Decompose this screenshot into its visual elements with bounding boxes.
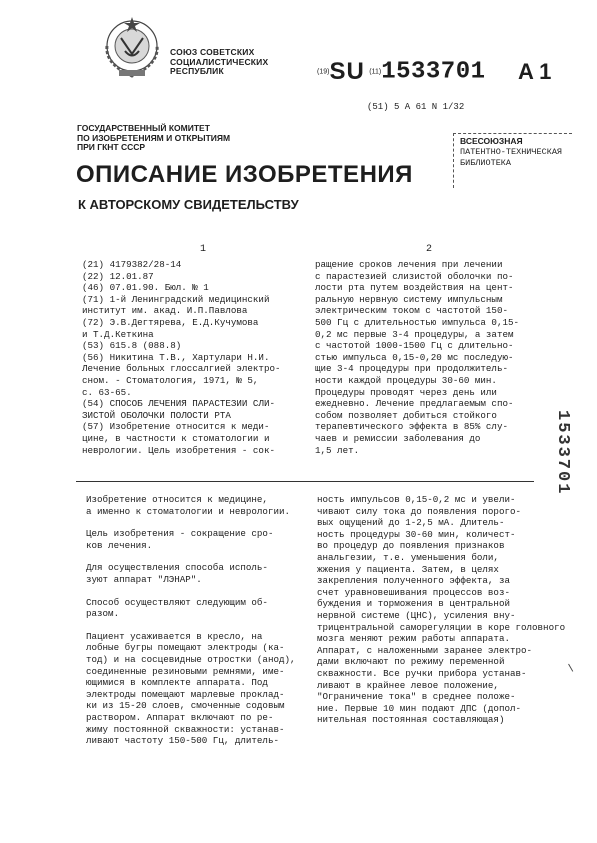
abstract-line: ральную нервную систему импульсным (315, 293, 503, 305)
text-line: Аппарат, с наложенными заранее электро- (317, 644, 533, 656)
issuing-state-block (170, 48, 268, 77)
biblio-line: (71) 1-й Ленинградский медицинский (82, 293, 270, 305)
country-code-label: (19) (317, 68, 330, 76)
abstract-line: ежедневно. Лечение предлагаемым спо- (315, 398, 514, 410)
abstract-line: лости рта путем воздействия на цент- (315, 282, 514, 294)
library-stamp (453, 133, 572, 188)
text-line: чивают силу тока до появления порого- (317, 505, 521, 517)
stamp-line: БИБЛИОТЕКА (460, 158, 512, 168)
abstract-line: чаев и ремиссии заболевания до (315, 432, 481, 444)
text-line: ность процедуры 30-60 мин, количест- (317, 528, 516, 540)
abstract-line: ности каждой процедуры 30-60 мин. (315, 374, 497, 386)
stamp-line: ПАТЕНТНО-ТЕХНИЧЕСКАЯ (460, 147, 563, 157)
biblio-line: (21) 4179382/28-14 (82, 259, 182, 270)
text-line: жжения у пациента. Затем, в целях (317, 563, 499, 575)
text-line: лобные бугры помещают электроды (ка- (86, 642, 285, 654)
document-title: ОПИСАНИЕ ИЗОБРЕТЕНИЯ (76, 161, 413, 188)
text-line: ки из 15-20 слоев, смоченные содовым (86, 700, 285, 712)
text-line: Для осуществления способа исполь- (86, 562, 268, 574)
biblio-line: (57) Изобретение относится к меди- (82, 421, 270, 433)
text-line: ющимися в комплекте аппарата. Под (86, 677, 268, 689)
text-line: ливают в крайнее левое положение, (317, 679, 499, 691)
text-line: Изобретение относится к медицине, (86, 494, 268, 505)
abstract-line: 500 Гц с длительностью импульса 0,15- (315, 316, 519, 328)
text-line: Способ осуществляют следующим об- (86, 596, 268, 608)
biblio-line: институт им. акад. И.П.Павлова (82, 305, 248, 317)
column-number-right: 2 (426, 244, 433, 255)
text-line: нервной системе (ЦНС), усиления вну- (317, 609, 516, 621)
patent-number: 1533701 (381, 58, 486, 86)
text-line: закрепления полученного эффекта, за (317, 575, 510, 587)
text-line: "Ограничение тока" в среднее положе- (317, 691, 516, 703)
abstract-line: щие 3-4 процедуры при продолжитель- (315, 363, 508, 375)
biblio-line: (22) 12.01.87 (82, 270, 154, 282)
column-number-left: 1 (200, 244, 207, 255)
abstract-line: ращение сроков лечения при лечении (315, 259, 503, 270)
abstract-line: с парастезией слизистой оболочки по- (315, 270, 514, 282)
abstract-line: Процедуры проводят через день или (315, 386, 497, 398)
number-label: (11) (369, 68, 382, 76)
text-line: нительная постоянная составляющая) (317, 714, 505, 726)
text-line: соединенные резиновыми ремнями, име- (86, 665, 285, 677)
ipc-classification: (51) 5 А 61 N 1/32 (367, 102, 465, 112)
biblio-line: цине, в частности к стоматологии и (82, 432, 270, 444)
margin-mark: — (561, 660, 580, 676)
text-line: Цель изобретения - сокращение сро- (86, 528, 274, 540)
section-divider (76, 481, 534, 482)
stamp-line: ВСЕСОЮЗНАЯ (460, 136, 523, 146)
text-line: тод) и на сосцевидные отростки (анод), (86, 653, 296, 665)
biblio-line: и Т.Д.Кеткина (82, 328, 154, 340)
org-line: СОЮЗ СОВЕТСКИХ (170, 47, 255, 57)
paragraph-gap (86, 620, 296, 631)
biblio-line: (54) СПОСОБ ЛЕЧЕНИЯ ПАРАСТЕЗИИ СЛИ- (82, 398, 275, 410)
paragraph-gap (86, 586, 296, 597)
text-line: ков лечения. (86, 539, 153, 551)
committee-block (77, 124, 230, 153)
committee-line: ГОСУДАРСТВЕННЫЙ КОМИТЕТ (77, 123, 210, 133)
text-line: счет уравновешивания процессов воз- (317, 586, 510, 598)
biblio-line: (53) 615.8 (088.8) (82, 340, 182, 352)
abstract-line: 1,5 лет. (315, 444, 360, 456)
text-line: Пациент усаживается в кресло, на (86, 630, 263, 642)
margin-number-text: 1533701 (553, 410, 572, 496)
biblio-line: (56) Никитина Т.В., Хартулари Н.И. (82, 351, 270, 363)
biblio-line: ЗИСТОЙ ОБОЛОЧКИ ПОЛОСТИ РТА (82, 409, 231, 421)
biblio-line: (72) Э.В.Дегтярева, Е.Д.Кучумова (82, 316, 259, 328)
abstract-line: стью импульса 0,15-0,20 мс последую- (315, 351, 514, 363)
abstract-line: электрическим током с частотой 150- (315, 305, 508, 317)
ussr-emblem (101, 16, 163, 80)
text-line: вых ощущений до 1-2,5 мА. Длитель- (317, 517, 505, 529)
text-line: скважности. Все ручки прибора устанав- (317, 667, 527, 679)
bibliographic-data (82, 259, 280, 456)
paragraph-gap (86, 551, 296, 562)
committee-line: ПРИ ГКНТ СССР (77, 142, 146, 152)
abstract-line: 0,2 мс первые 3-4 процедуры, а затем (315, 328, 514, 340)
patent-id-line (317, 58, 551, 86)
text-line: раствором. Аппарат включают по ре- (86, 711, 274, 723)
description-left-column (86, 494, 296, 747)
biblio-line: Лечение больных глоссалгией электро- (82, 363, 281, 375)
description-right-column (317, 494, 565, 726)
text-line: электроды помещают марлевые проклад- (86, 688, 285, 700)
abstract-line: с частотой 1000-1500 Гц с длительно- (315, 340, 514, 352)
text-line: мозга меняют режим работы аппарата. (317, 633, 510, 645)
text-line: а именно к стоматологии и неврологии. (86, 505, 290, 517)
biblio-line: с. 63-65. (82, 386, 132, 398)
document-subtitle: К АВТОРСКОМУ СВИДЕТЕЛЬСТВУ (78, 197, 299, 212)
country-code: SU (329, 58, 365, 85)
text-line: дами включают по режиму переменной (317, 656, 505, 668)
text-line: ние. Первые 10 мин подают ДПС (допол- (317, 702, 521, 714)
abstract-line: собом позволяет добиться стойкого (315, 409, 497, 421)
abstract-continued (315, 259, 519, 456)
text-line: во процедур до появления признаков (317, 540, 505, 552)
margin-patent-number (548, 410, 578, 610)
text-line: ность импульсов 0,15-0,2 мс и увели- (317, 494, 516, 505)
text-line: ливают частоту 150-500 Гц, длитель- (86, 735, 279, 747)
abstract-line: терапевтического эффекта в 85% слу- (315, 421, 508, 433)
kind-code: A 1 (517, 59, 552, 84)
text-line: зуют аппарат "ЛЭНАР". (86, 573, 202, 585)
org-line: СОЦИАЛИСТИЧЕСКИХ (170, 56, 269, 67)
text-line: жиму постоянной скважности: устанав- (86, 723, 285, 735)
committee-line: ПО ИЗОБРЕТЕНИЯМ И ОТКРЫТИЯМ (77, 132, 231, 143)
text-line: трицентральной саморегуляции в коре головного (317, 621, 566, 633)
paragraph-gap (86, 517, 296, 528)
text-line: разом. (86, 608, 120, 620)
biblio-line: (46) 07.01.90. Бюл. № 1 (82, 282, 209, 294)
text-line: буждения и торможения в центральной (317, 598, 510, 610)
biblio-line: неврологии. Цель изобретения - сок- (82, 444, 275, 456)
text-line: анальгезии, т.е. уменьшения боли, (317, 551, 499, 563)
org-line: РЕСПУБЛИК (170, 66, 224, 76)
biblio-line: сном. - Стоматология, 1971, № 5, (82, 374, 259, 386)
